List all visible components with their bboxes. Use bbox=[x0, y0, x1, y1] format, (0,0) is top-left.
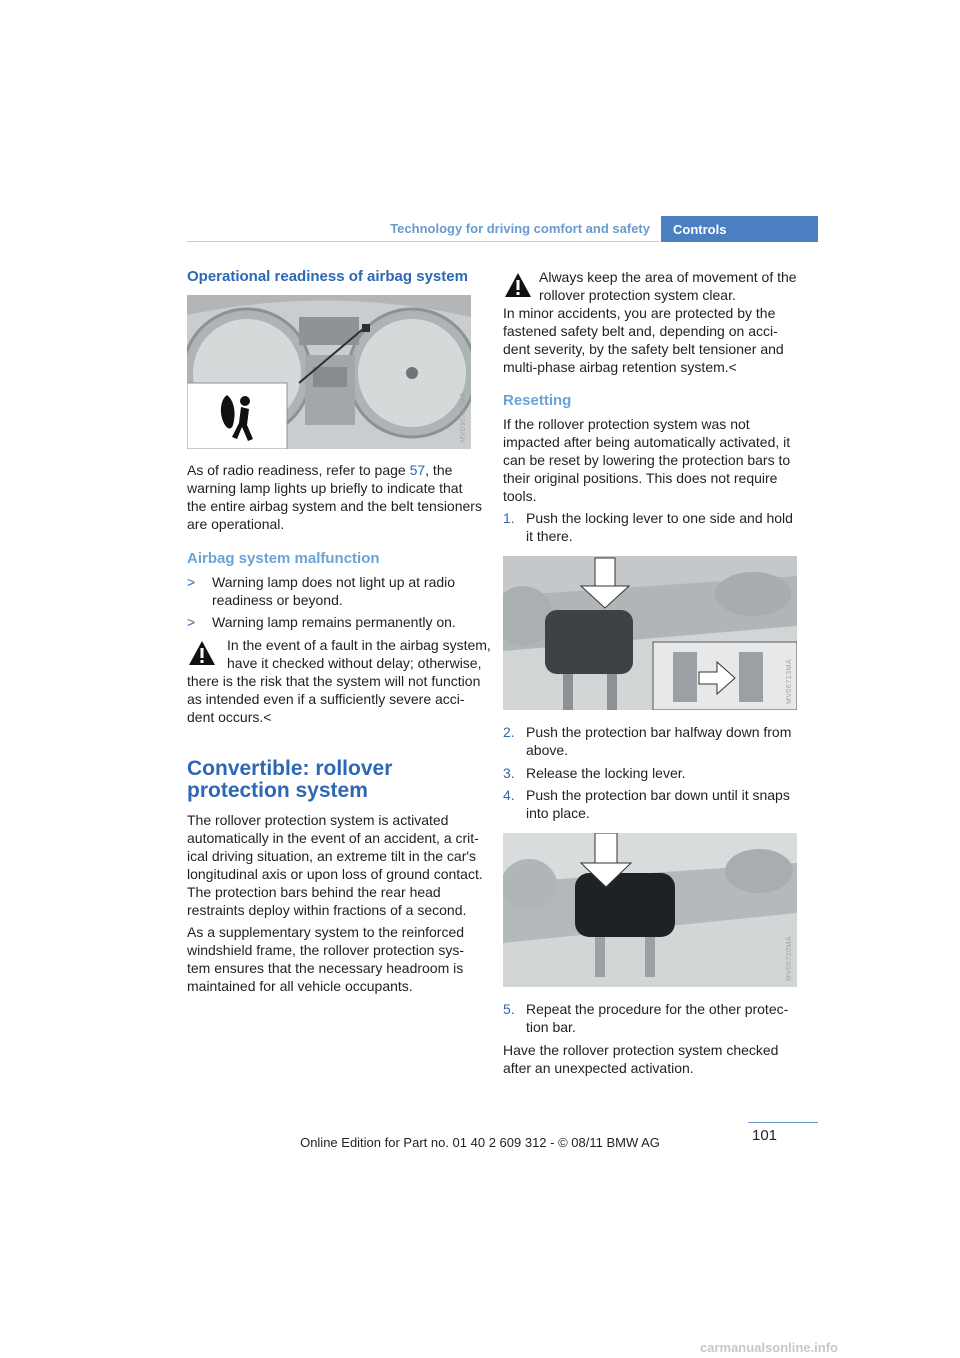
text-line: rollover protection system clear. bbox=[539, 287, 736, 303]
step-number: 2. bbox=[503, 724, 515, 740]
text-line: Warning lamp does not light up at radio bbox=[212, 574, 456, 590]
locking-lever-image bbox=[503, 556, 797, 710]
text-line: into place. bbox=[526, 805, 590, 821]
warning-text bbox=[227, 636, 491, 672]
text-line: The rollover protection system is activated bbox=[187, 812, 449, 828]
text-line: longitudinal axis or upon loss of ground contact. bbox=[187, 866, 483, 882]
bullet-text bbox=[212, 613, 456, 631]
page-number: 101 bbox=[752, 1127, 778, 1144]
bullet-marker: > bbox=[187, 614, 196, 630]
text-line: above. bbox=[526, 742, 569, 758]
text-line: there is the risk that the system will not function bbox=[187, 673, 481, 689]
text-line: it there. bbox=[526, 528, 573, 544]
running-header-section: Technology for driving comfort and safety bbox=[390, 221, 650, 236]
text-line: dent severity, by the safety belt tensioner and bbox=[503, 341, 784, 357]
text-line: Have the rollover protection system checked bbox=[503, 1042, 779, 1058]
paragraph-rollover-activation bbox=[187, 811, 483, 919]
heading-rollover-protection bbox=[187, 758, 392, 802]
step-number: 1. bbox=[503, 510, 515, 526]
bullet-marker: > bbox=[187, 574, 196, 590]
bullet-item bbox=[187, 573, 195, 591]
figure-protection-bar bbox=[503, 833, 797, 987]
figure-locking-lever bbox=[503, 556, 797, 710]
text-line: multi-phase airbag retention system.< bbox=[503, 359, 737, 375]
text-line: maintained for all vehicle occupants. bbox=[187, 978, 413, 994]
text-line: fastened safety belt and, depending on acci- bbox=[503, 323, 778, 339]
footer-edition: Online Edition for Part no. 01 40 2 609 312 - © 08/11 BMW AG bbox=[300, 1135, 660, 1150]
instrument-cluster-image bbox=[187, 295, 471, 449]
warning-text bbox=[539, 268, 797, 304]
heading-line: protection system bbox=[187, 779, 368, 802]
paragraph-checked bbox=[503, 1041, 778, 1077]
text-line: Repeat the procedure for the other protec- bbox=[526, 1001, 789, 1017]
step-number: 4. bbox=[503, 787, 515, 803]
text-line: tools. bbox=[503, 488, 537, 504]
text-line: the entire airbag system and the belt tensioners bbox=[187, 498, 482, 514]
running-header-tab: Controls bbox=[661, 216, 818, 242]
text-line: The protection bars behind the rear head bbox=[187, 884, 441, 900]
text-line: restraints deploy within fractions of a second. bbox=[187, 902, 467, 918]
warning-text-cont bbox=[503, 304, 784, 376]
text-line: Push the protection bar down until it snaps bbox=[526, 787, 790, 803]
text-line: are operational. bbox=[187, 516, 285, 532]
figure-code: MV06713MA bbox=[786, 659, 793, 704]
text-line: Push the locking lever to one side and hold bbox=[526, 510, 793, 526]
step-text bbox=[526, 723, 791, 759]
heading-airbag-malfunction: Airbag system malfunction bbox=[187, 550, 380, 567]
text-line: windshield frame, the rollover protection sys- bbox=[187, 942, 465, 958]
text-line: readiness or beyond. bbox=[212, 592, 343, 608]
protection-bar-image bbox=[503, 833, 797, 987]
bullet-text bbox=[212, 573, 455, 609]
paragraph-readiness bbox=[187, 461, 482, 533]
text-line: ical driving situation, an extreme tilt in the car's bbox=[187, 848, 477, 864]
step-text bbox=[526, 509, 793, 545]
text-line: Always keep the area of movement of the bbox=[539, 269, 797, 285]
text-line: automatically in the event of an accident, a crit- bbox=[187, 830, 479, 846]
text-line: Release the locking lever. bbox=[526, 765, 686, 781]
heading-airbag-readiness: Operational readiness of airbag system bbox=[187, 268, 468, 285]
text-line: Push the protection bar halfway down from bbox=[526, 724, 792, 740]
page-link-57[interactable]: 57 bbox=[409, 462, 426, 478]
step-text bbox=[526, 764, 686, 782]
text-line: as intended even if a sufficiently severe acci- bbox=[187, 691, 465, 707]
header-rule bbox=[187, 241, 659, 242]
text: , the bbox=[425, 462, 453, 478]
text-line: If the rollover protection system was not bbox=[503, 416, 750, 432]
paragraph-resetting bbox=[503, 415, 790, 505]
watermark: carmanualsonline.info bbox=[700, 1340, 838, 1355]
text-line: In minor accidents, you are protected by the bbox=[503, 305, 776, 321]
heading-resetting: Resetting bbox=[503, 392, 572, 409]
warning-triangle-icon bbox=[504, 271, 532, 299]
figure-code: MV06720MA bbox=[786, 936, 793, 981]
figure-code: MV03072CMA bbox=[460, 392, 467, 443]
text-line: warning lamp lights up briefly to indicate that bbox=[187, 480, 463, 496]
text-line: have it checked without delay; otherwise, bbox=[227, 655, 482, 671]
bullet-item bbox=[187, 613, 195, 631]
text-line: Warning lamp remains permanently on. bbox=[212, 614, 456, 630]
text-line: impacted after being automatically activated, it bbox=[503, 434, 791, 450]
text-line: As a supplementary system to the reinforced bbox=[187, 924, 465, 940]
warning-triangle-icon bbox=[188, 639, 216, 667]
heading-line: Convertible: rollover bbox=[187, 757, 393, 780]
step-text bbox=[526, 786, 790, 822]
figure-instrument-cluster bbox=[187, 295, 471, 449]
text-line: dent occurs.< bbox=[187, 709, 272, 725]
step-text bbox=[526, 1000, 788, 1036]
text-line: In the event of a fault in the airbag system, bbox=[227, 637, 491, 653]
text-line: after an unexpected activation. bbox=[503, 1060, 694, 1076]
step-number: 5. bbox=[503, 1001, 515, 1017]
step-number: 3. bbox=[503, 765, 515, 781]
text-line: can be reset by lowering the protection bars to bbox=[503, 452, 791, 468]
paragraph-rollover-supplementary bbox=[187, 923, 464, 995]
text: As of radio readiness, refer to page bbox=[187, 462, 410, 478]
text-line: tem ensures that the necessary headroom is bbox=[187, 960, 464, 976]
warning-text-cont bbox=[187, 672, 480, 726]
footer-rule bbox=[748, 1122, 818, 1123]
text-line: their original positions. This does not require bbox=[503, 470, 778, 486]
text-line: tion bar. bbox=[526, 1019, 576, 1035]
